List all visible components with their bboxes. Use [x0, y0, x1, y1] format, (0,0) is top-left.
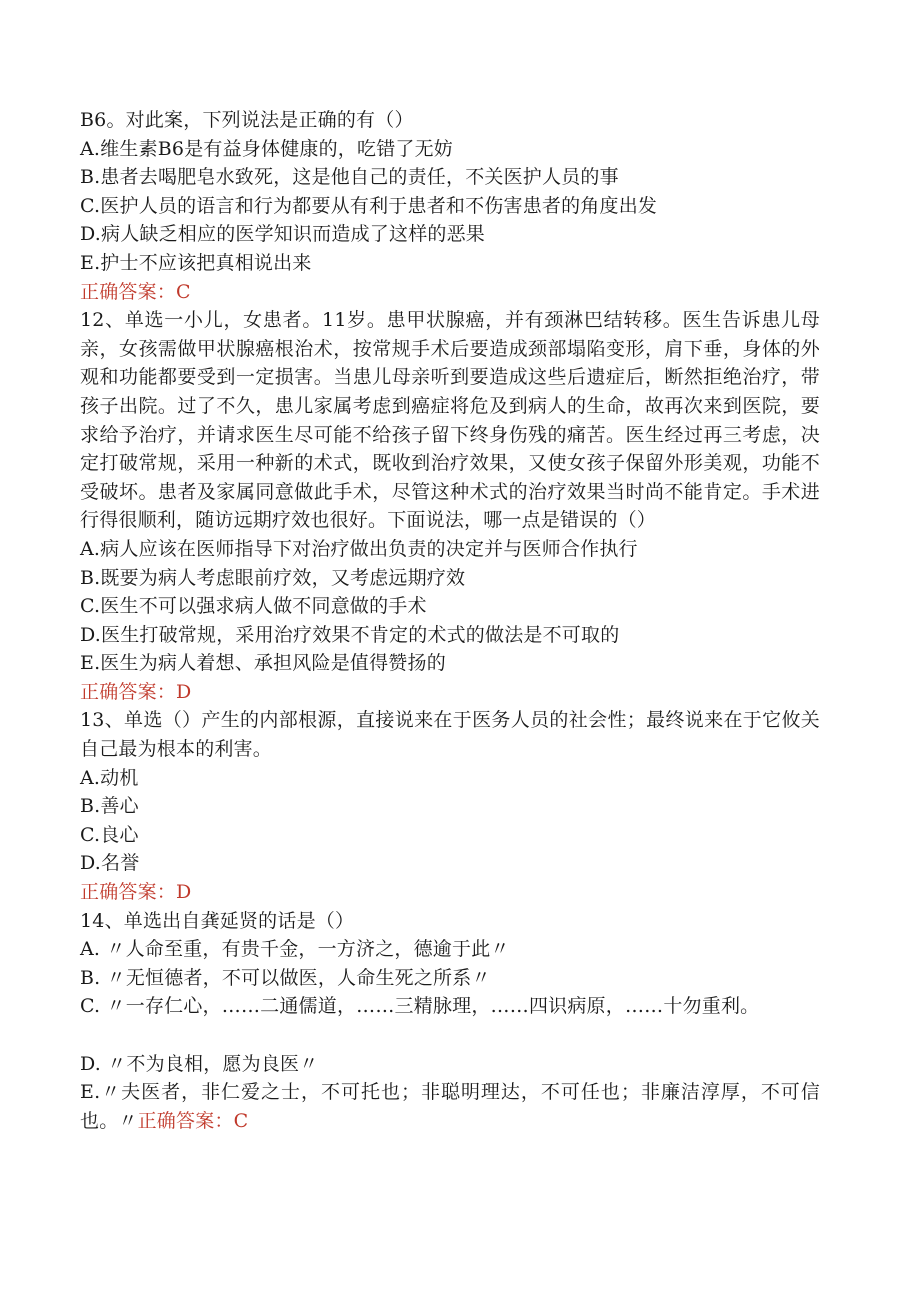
- question-11-option-c: C.医护人员的语言和行为都要从有利于患者和不伤害患者的角度出发: [80, 194, 658, 217]
- question-12-option-c: C.医生不可以强求病人做不同意做的手术: [80, 595, 427, 618]
- question-12-option-a: A.病人应该在医师指导下对治疗做出负责的决定并与医师合作执行: [80, 537, 638, 560]
- question-12-option-d: D.医生打破常规，采用治疗效果不肯定的术式的做法是不可取的: [80, 623, 620, 646]
- question-content: [80, 106, 820, 1135]
- question-13-option-c: C.良心: [80, 823, 139, 846]
- question-14-option-d: D. 〃不为良相，愿为良医〃: [80, 1052, 319, 1075]
- question-14-stem: 14、单选出自龚延贤的话是（）: [80, 909, 355, 932]
- question-13-option-a: A.动机: [80, 766, 139, 789]
- question-11-option-e: E.护士不应该把真相说出来: [80, 251, 312, 274]
- blank-spacer: [80, 1021, 820, 1050]
- question-12-option-e: E.医生为病人着想、承担风险是值得赞扬的: [80, 652, 446, 675]
- question-11-answer: 正确答案：C: [80, 280, 191, 303]
- question-12-stem: 12、单选一小儿，女患者。11岁。患甲状腺癌，并有颈淋巴结转移。医生告诉患儿母亲，女孩需做甲状腺癌根治术，按常规手术后要造成颈部塌陷变形，肩下垂，身体的外观和功能都要受到一定损害。当患儿母亲听到要造成这些后遗症后，断然拒绝治疗，带孩子出院。过了不久，患儿家属考虑到癌症将危及到病人的生命，故再次来到医院，要求给予治疗，并请求医生尽可能不给孩子留下终身伤残的痛苦。医生经过再三考虑，决定打破常规，采用一种新的术式，既收到治疗效果，又使女孩子保留外形美观，功能不受破坏。患者及家属同意做此手术，尽管这种术式的治疗效果当时尚不能肯定。手术进行得很顺利，随访远期疗效也很好。下面说法，哪一点是错误的（）: [80, 309, 820, 532]
- question-14-option-c: C. 〃一存仁心，……二通儒道，……三精脉理，……四识病原，……十勿重利。: [80, 995, 760, 1018]
- question-12-answer: 正确答案：D: [80, 680, 192, 703]
- question-11-option-a: A.维生素B6是有益身体健康的，吃错了无妨: [80, 137, 454, 160]
- question-12-option-b: B.既要为病人考虑眼前疗效，又考虑远期疗效: [80, 566, 466, 589]
- question-13-option-b: B.善心: [80, 795, 139, 818]
- question-14-option-a: A. 〃人命至重，有贵千金，一方济之，德逾于此〃: [80, 938, 510, 961]
- question-11-option-b: B.患者去喝肥皂水致死，这是他自己的责任，不关医护人员的事: [80, 166, 619, 189]
- question-14-option-e: E.〃夫医者，非仁爱之士，不可托也；非聪明理达，不可任也；非廉洁淳厚，不可信也。〃: [80, 1081, 820, 1132]
- question-14-option-b: B. 〃无恒德者，不可以做医，人命生死之所系〃: [80, 966, 491, 989]
- question-13-answer: 正确答案：D: [80, 881, 192, 904]
- question-14-answer: 正确答案：C: [137, 1109, 249, 1132]
- question-11-option-d: D.病人缺乏相应的医学知识而造成了这样的恶果: [80, 223, 485, 246]
- question-14-option-e-and-answer: [80, 1078, 820, 1135]
- question-13-option-d: D.名誉: [80, 852, 140, 875]
- question-13-stem: 13、单选（）产生的内部根源，直接说来在于医务人员的社会性；最终说来在于它攸关自己最为根本的利害。: [80, 709, 820, 761]
- question-11-stem-tail: B6。对此案，下列说法是正确的有（）: [80, 109, 414, 131]
